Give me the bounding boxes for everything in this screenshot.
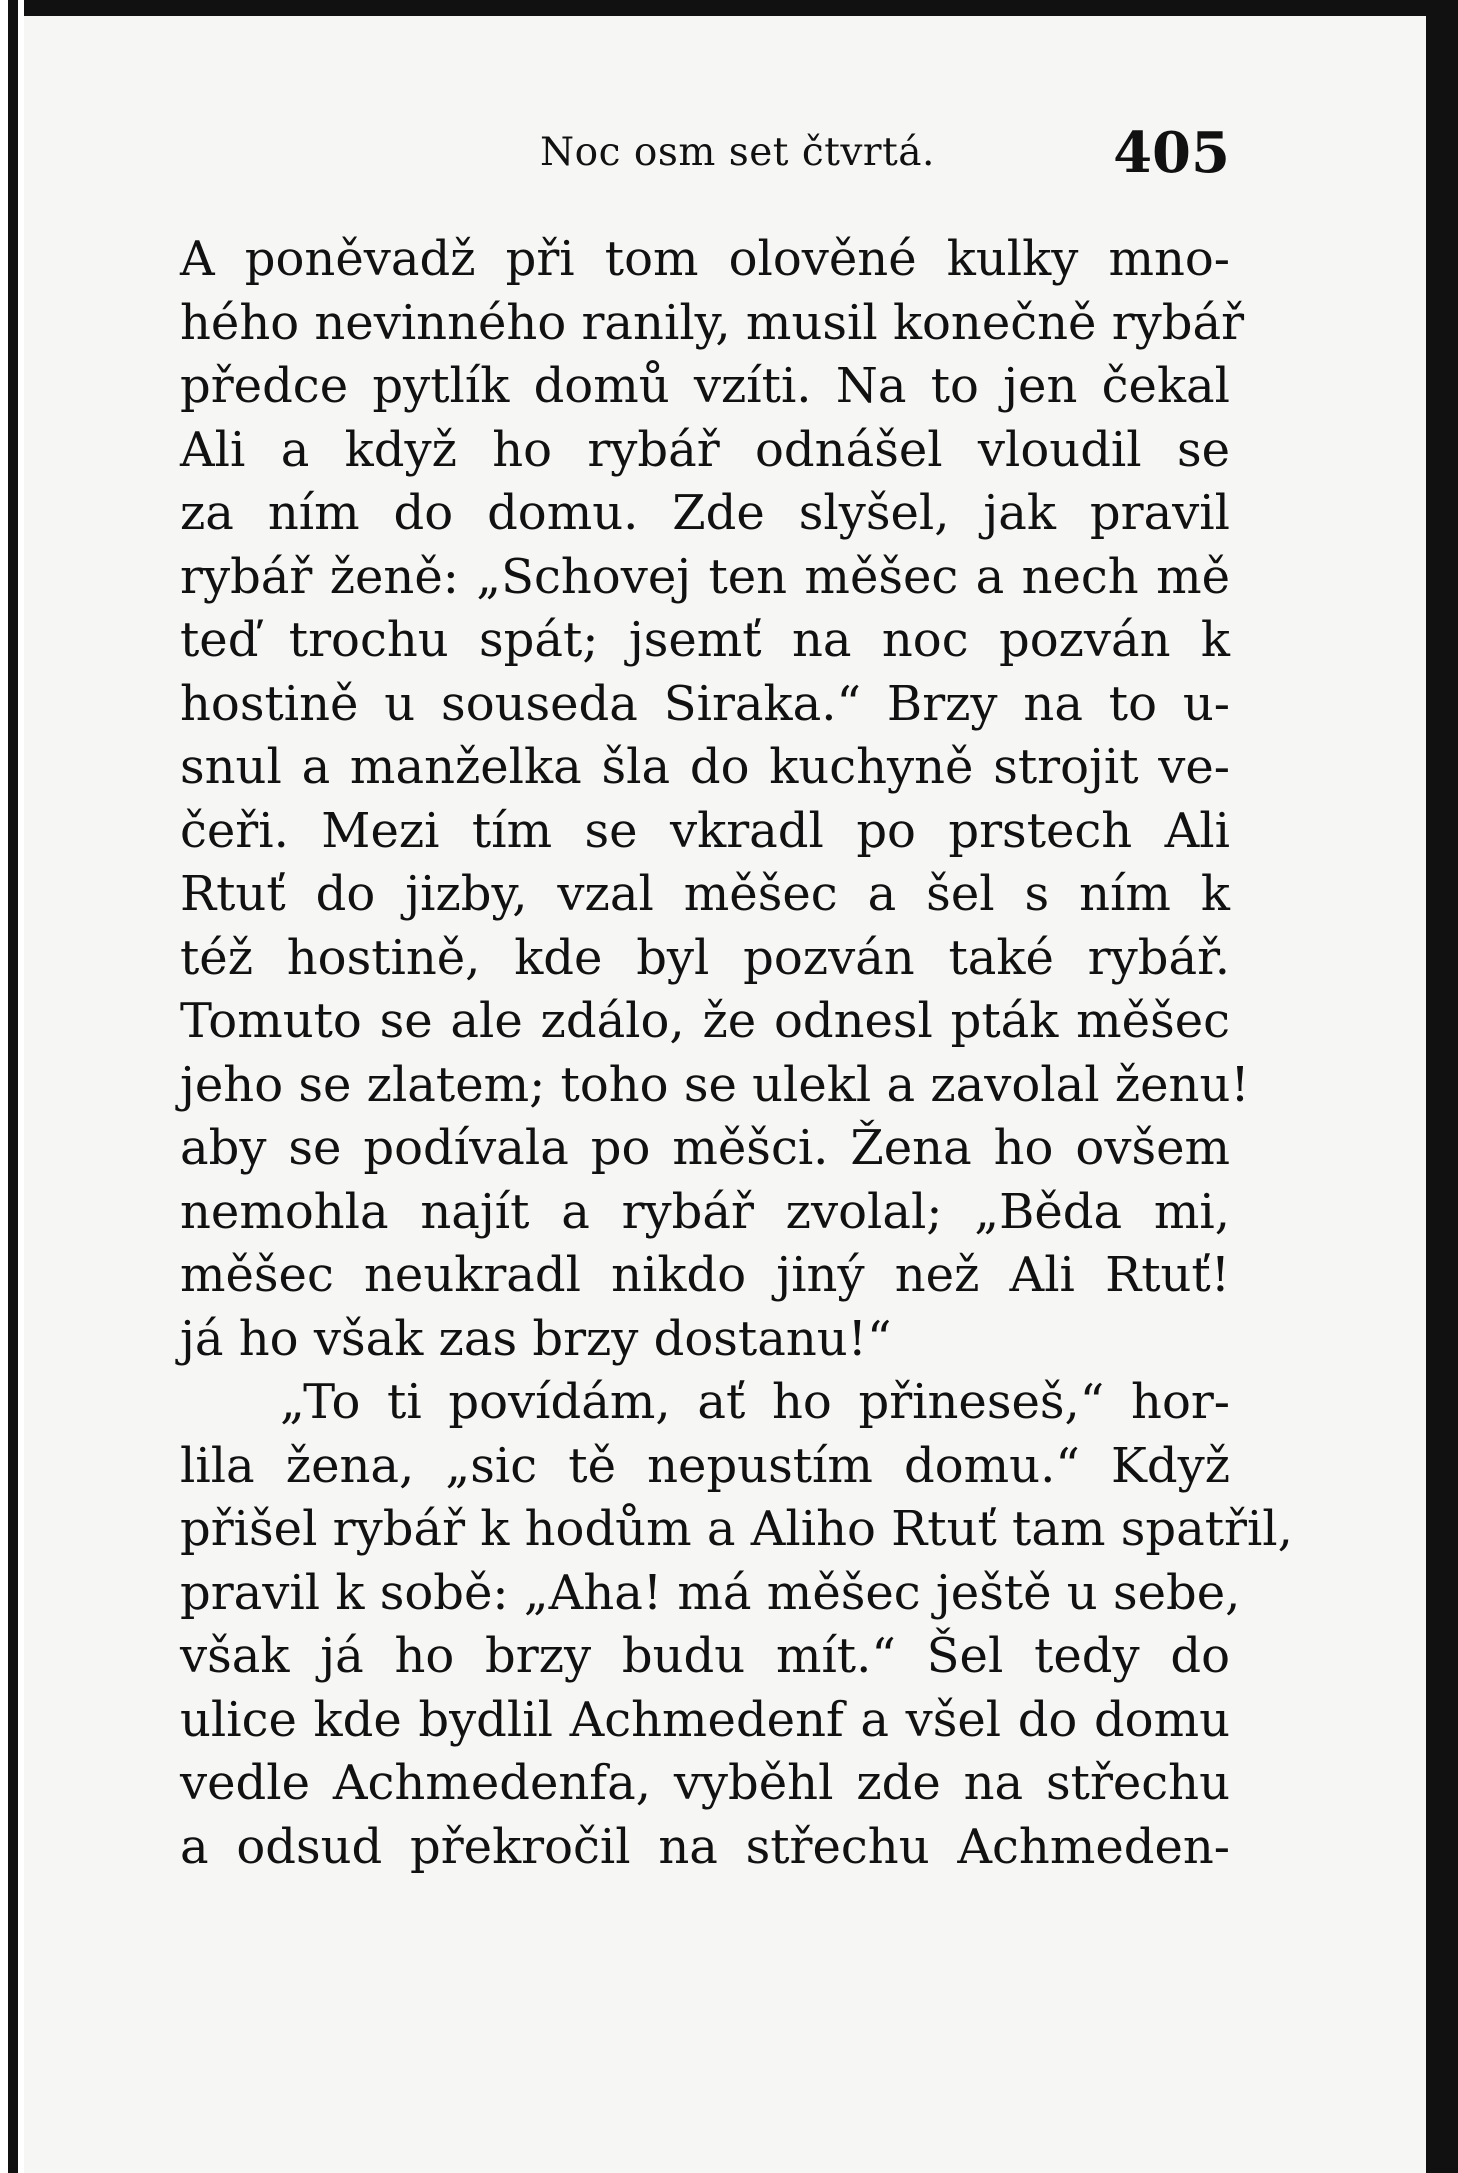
page-content: [180, 120, 1293, 1880]
text-line: nemohla najít a rybář zvolal; „Běda mi,: [180, 1183, 1230, 1240]
text-line: Tomuto se ale zdálo, že odnesl pták měšec: [180, 993, 1230, 1049]
text-line: hého nevinného ranily, musil konečně rybář: [180, 294, 1245, 351]
text-line: „To ti povídám, ať ho přineseš,“ hor-: [280, 1374, 1230, 1430]
text-line: přišel rybář k hodům a Aliho Rtuť tam spatřil,: [180, 1501, 1293, 1557]
left-scan-border: [8, 0, 18, 2173]
running-title: Noc osm set čtvrtá.: [540, 130, 935, 175]
text-line: teď trochu spát; jsemť na noc pozván k: [180, 612, 1230, 668]
text-line: snul a manželka šla do kuchyně strojit ve-: [180, 739, 1230, 795]
text-line: Ali a když ho rybář odnášel vloudil se: [180, 421, 1230, 478]
text-line: a odsud překročil na střechu Achmeden-: [180, 1818, 1230, 1875]
text-line: měšec neukradl nikdo jiný než Ali Rtuť!: [180, 1247, 1230, 1303]
text-line: A poněvadž při tom olověné kulky mno-: [180, 231, 1230, 287]
text-line: Rtuť do jizby, vzal měšec a šel s ním k: [180, 866, 1230, 922]
text-line: hostině u souseda Siraka.“ Brzy na to u-: [180, 675, 1230, 732]
text-line: předce pytlík domů vzíti. Na to jen čekal: [180, 358, 1230, 414]
text-line: rybář ženě: „Schovej ten měšec a nech mě: [180, 548, 1230, 605]
text-line: za ním do domu. Zde slyšel, jak pravil: [180, 485, 1230, 541]
text-line: ulice kde bydlil Achmedenf a všel do domu: [180, 1691, 1230, 1748]
text-line: já ho však zas brzy dostanu!“: [180, 1310, 892, 1367]
running-head: [180, 120, 1230, 190]
text-line: jeho se zlatem; toho se ulekl a zavolal ženu!: [180, 1056, 1250, 1113]
text-line: však já ho brzy budu mít.“ Šel tedy do: [180, 1628, 1230, 1684]
page-number: 405: [1113, 120, 1230, 186]
body-text: [180, 228, 1293, 1879]
text-line: též hostině, kde byl pozván také rybář.: [180, 929, 1230, 986]
text-line: aby se podívala po měšci. Žena ho ovšem: [180, 1120, 1230, 1176]
text-line: lila žena, „sic tě nepustím domu.“ Když: [180, 1437, 1230, 1494]
text-line: pravil k sobě: „Aha! má měšec ještě u sebe,: [180, 1564, 1241, 1621]
text-line: vedle Achmedenfa, vyběhl zde na střechu: [180, 1755, 1230, 1811]
top-scan-border: [0, 0, 1458, 16]
right-scan-border: [1426, 0, 1458, 2173]
text-line: čeři. Mezi tím se vkradl po prstech Ali: [180, 802, 1230, 859]
